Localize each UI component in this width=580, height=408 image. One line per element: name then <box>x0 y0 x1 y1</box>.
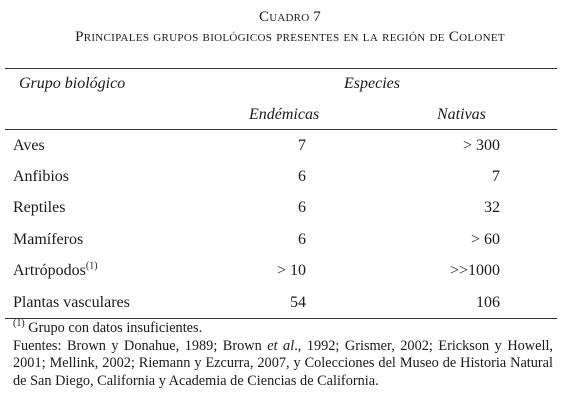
bottom-rule <box>5 318 557 319</box>
row-endemic: 6 <box>298 230 306 248</box>
table-row <box>0 130 560 161</box>
row-endemic: 54 <box>290 293 306 311</box>
table-row <box>0 224 560 255</box>
table-caption-title: Principales grupos biológicos presentes en la región de Colonet <box>75 29 505 45</box>
table-row <box>0 287 560 318</box>
table-notes <box>13 320 553 390</box>
row-native: 32 <box>484 199 500 217</box>
sources-prefix: Fuentes: Brown y Donahue, 1989; Brown <box>13 337 268 354</box>
row-name-cell <box>0 256 213 287</box>
table-row <box>0 193 560 224</box>
row-native: > 60 <box>470 230 500 248</box>
top-rule <box>5 68 557 69</box>
row-endemic: 7 <box>298 136 306 154</box>
table-row <box>0 161 560 192</box>
row-name-cell <box>0 224 213 255</box>
row-endemic: > 10 <box>276 262 306 280</box>
footnote-ref: (1) <box>13 318 25 330</box>
row-name-cell <box>0 193 213 224</box>
header-endemic: Endémicas <box>249 106 320 123</box>
footnote-text: Grupo con datos insuficientes. <box>24 320 203 336</box>
sources-etal: et al <box>267 337 295 354</box>
row-endemic: 6 <box>298 168 306 186</box>
sources <box>13 338 553 391</box>
row-name: Artrópodos <box>13 262 86 280</box>
row-name: Aves <box>13 136 45 154</box>
row-name-cell <box>0 287 213 318</box>
row-name: Reptiles <box>13 199 66 217</box>
header-native: Nativas <box>437 106 486 123</box>
footnote <box>13 320 553 338</box>
row-name-cell <box>0 161 213 192</box>
row-name: Anfibios <box>13 168 69 186</box>
row-native: > 300 <box>462 136 500 154</box>
row-name: Mamíferos <box>13 230 84 248</box>
row-name: Plantas vasculares <box>13 293 130 311</box>
footnote-marker: (1) <box>85 260 98 272</box>
header-group: Grupo biológico <box>19 75 126 92</box>
row-name-cell <box>0 130 213 161</box>
row-endemic: 6 <box>298 199 306 217</box>
species-table <box>0 130 560 318</box>
row-native: 7 <box>492 168 500 186</box>
sources-rest: ., 1992; Grismer, 2002; Erickson y Howell, 2001; Mellink, 2002; Riemann y Ezcurra, 2007, y Colecciones del Museo de Historia Natural de San Diego, California y Academia de Ciencias de California. <box>13 337 553 389</box>
row-native: 106 <box>476 293 500 311</box>
row-native: >>1000 <box>449 262 500 280</box>
table-caption-label: Cuadro 7 <box>259 9 321 25</box>
table-row <box>0 256 560 287</box>
header-species: Especies <box>344 75 400 92</box>
